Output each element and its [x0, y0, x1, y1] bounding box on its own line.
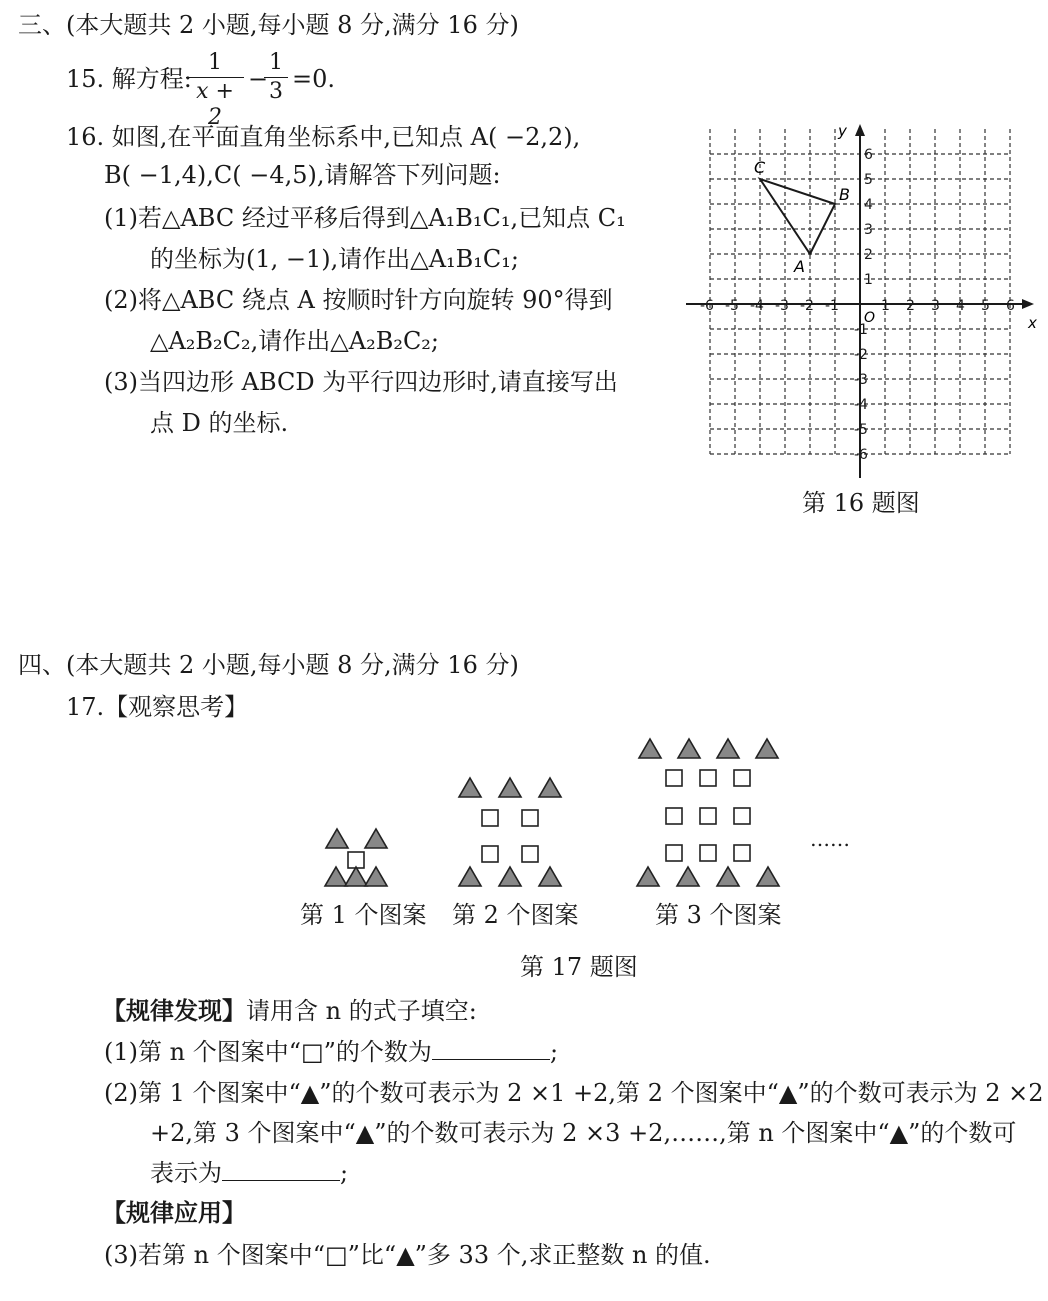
y-tick-label: -6: [854, 447, 868, 463]
triangle-icon: [539, 778, 561, 797]
y-axis-arrow: [855, 124, 865, 136]
q15-label: 15. 解方程:: [66, 65, 192, 93]
pattern-1: [325, 829, 387, 886]
answer-blank-2[interactable]: [222, 1158, 340, 1181]
square-icon: [522, 846, 538, 862]
triangle-icon: [539, 867, 561, 886]
square-icon: [482, 810, 498, 826]
pattern-figure: [290, 732, 870, 902]
q17-figure-caption: 第 17 题图: [520, 953, 638, 981]
square-icon: [734, 808, 750, 824]
square-icon: [700, 845, 716, 861]
triangle-outline: [760, 179, 835, 254]
triangle-icon: [756, 739, 778, 758]
answer-blank-1[interactable]: [432, 1037, 550, 1060]
x-tick-label: -2: [800, 298, 814, 314]
y-tick-label: 2: [864, 247, 873, 263]
q17-part-1-end: ;: [549, 1038, 559, 1066]
triangle-icon: [365, 829, 387, 848]
q16-line-2: B( −1,4),C( −4,5),请解答下列问题:: [104, 161, 501, 189]
q17-part-2c-end: ;: [340, 1159, 349, 1187]
pattern-3-label: 第 3 个图案: [655, 901, 782, 929]
x-tick-label: 5: [981, 298, 990, 314]
y-axis-label: y: [838, 122, 847, 140]
q17-part-1-text: (1)第 n 个图案中“□”的个数为: [104, 1038, 432, 1066]
triangle-icon: [677, 867, 699, 886]
square-icon: [700, 808, 716, 824]
q16-part-2a: (2)将△ABC 绕点 A 按顺时针方向旋转 90°得到: [104, 286, 613, 314]
y-tick-label: -1: [854, 322, 868, 338]
x-axis-arrow: [1022, 299, 1034, 309]
triangle-icon: [459, 778, 481, 797]
y-tick-label: -3: [854, 372, 868, 388]
rule-application-heading: 【规律应用】: [102, 1198, 246, 1227]
q17-part-2c-text: 表示为: [150, 1159, 222, 1187]
q17-part-2c: [150, 1158, 348, 1188]
y-tick-label: 4: [864, 197, 873, 213]
y-tick-label: 3: [864, 222, 873, 238]
triangle-icon: [459, 867, 481, 886]
q16-part-3b: 点 D 的坐标.: [150, 409, 289, 437]
square-icon: [522, 810, 538, 826]
triangle-icon: [678, 739, 700, 758]
y-tick-label: 1: [864, 272, 873, 288]
point-label-c: C: [754, 158, 766, 177]
q15-minus: −: [248, 65, 269, 93]
x-tick-label: -6: [700, 298, 714, 314]
q15-fraction-1: [186, 50, 244, 131]
triangle-icon: [326, 829, 348, 848]
triangle-icon: [757, 867, 779, 886]
triangle-icon: [499, 778, 521, 797]
q17-part-2a: (2)第 1 个图案中“▲”的个数可表示为 2 ×1 +2,第 2 个图案中“▲”的个数可表示为 2 ×2: [104, 1079, 1044, 1107]
x-tick-label: 3: [931, 298, 940, 314]
q17-part-1: [104, 1037, 558, 1067]
x-tick-label: 1: [881, 298, 890, 314]
pattern-2-label: 第 2 个图案: [452, 901, 579, 929]
triangle-icon: [365, 867, 387, 886]
pattern-1-label: 第 1 个图案: [300, 901, 427, 929]
x-tick-label: 6: [1006, 298, 1015, 314]
rule-intro: 请用含 n 的式子填空:: [246, 997, 477, 1025]
section-3-heading: 三、(本大题共 2 小题,每小题 8 分,满分 16 分): [18, 11, 519, 39]
triangle-icon: [345, 867, 367, 886]
triangle-icon: [717, 739, 739, 758]
y-tick-label: -4: [854, 397, 868, 413]
x-tick-label: -3: [775, 298, 789, 314]
origin-label: O: [864, 310, 876, 326]
x-tick-label: 4: [956, 298, 965, 314]
triangle-icon: [637, 867, 659, 886]
x-axis-label: x: [1028, 314, 1037, 332]
square-icon: [734, 845, 750, 861]
q16-figure-caption: 第 16 题图: [802, 489, 920, 517]
pattern-3: [637, 739, 779, 886]
q17-part-2b: +2,第 3 个图案中“▲”的个数可表示为 2 ×3 +2,……,第 n 个图案中“▲”的个数可: [150, 1119, 1017, 1147]
q16-line-1: 16. 如图,在平面直角坐标系中,已知点 A( −2,2),: [66, 123, 581, 151]
x-tick-label: -4: [750, 298, 764, 314]
coordinate-grid-figure: [680, 118, 1046, 490]
point-label-a: A: [794, 257, 805, 276]
x-tick-label: 2: [906, 298, 915, 314]
square-icon: [666, 845, 682, 861]
section-4-heading: 四、(本大题共 2 小题,每小题 8 分,满分 16 分): [18, 651, 519, 679]
q16-part-1b: 的坐标为(1, −1),请作出△A₁B₁C₁;: [150, 245, 519, 273]
y-tick-label: -5: [854, 422, 868, 438]
x-tick-label: -1: [825, 298, 839, 314]
y-tick-label: 5: [864, 172, 873, 188]
q16-part-2b: △A₂B₂C₂,请作出△A₂B₂C₂;: [150, 327, 440, 355]
square-icon: [700, 770, 716, 786]
pattern-ellipsis: ……: [810, 827, 850, 851]
y-tick-label: 6: [864, 147, 873, 163]
square-icon: [482, 846, 498, 862]
rule-heading: 【规律发现】: [102, 996, 246, 1025]
triangle-icon: [639, 739, 661, 758]
pattern-2: [459, 778, 561, 886]
x-tick-label: -5: [725, 298, 739, 314]
rule-discovery-line: [102, 996, 477, 1026]
point-label-b: B: [839, 185, 850, 204]
square-icon: [734, 770, 750, 786]
q15-fraction-2: [264, 50, 288, 105]
q15-rhs: =0.: [292, 65, 336, 93]
y-tick-label: -2: [854, 347, 868, 363]
q15-frac1-denominator: x + 2: [196, 79, 234, 130]
q15-frac1-numerator: 1: [208, 50, 222, 75]
q16-part-3a: (3)当四边形 ABCD 为平行四边形时,请直接写出: [104, 368, 618, 396]
triangle-icon: [717, 867, 739, 886]
q15-frac2-denominator: 3: [269, 79, 283, 104]
q15-frac2-numerator: 1: [269, 50, 283, 75]
q17-part-3: (3)若第 n 个图案中“□”比“▲”多 33 个,求正整数 n 的值.: [104, 1241, 711, 1269]
q17-title: 17.【观察思考】: [66, 693, 249, 721]
q16-part-1a: (1)若△ABC 经过平移后得到△A₁B₁C₁,已知点 C₁: [104, 204, 626, 232]
square-icon: [666, 770, 682, 786]
triangle-icon: [499, 867, 521, 886]
square-icon: [666, 808, 682, 824]
triangle-icon: [325, 867, 347, 886]
